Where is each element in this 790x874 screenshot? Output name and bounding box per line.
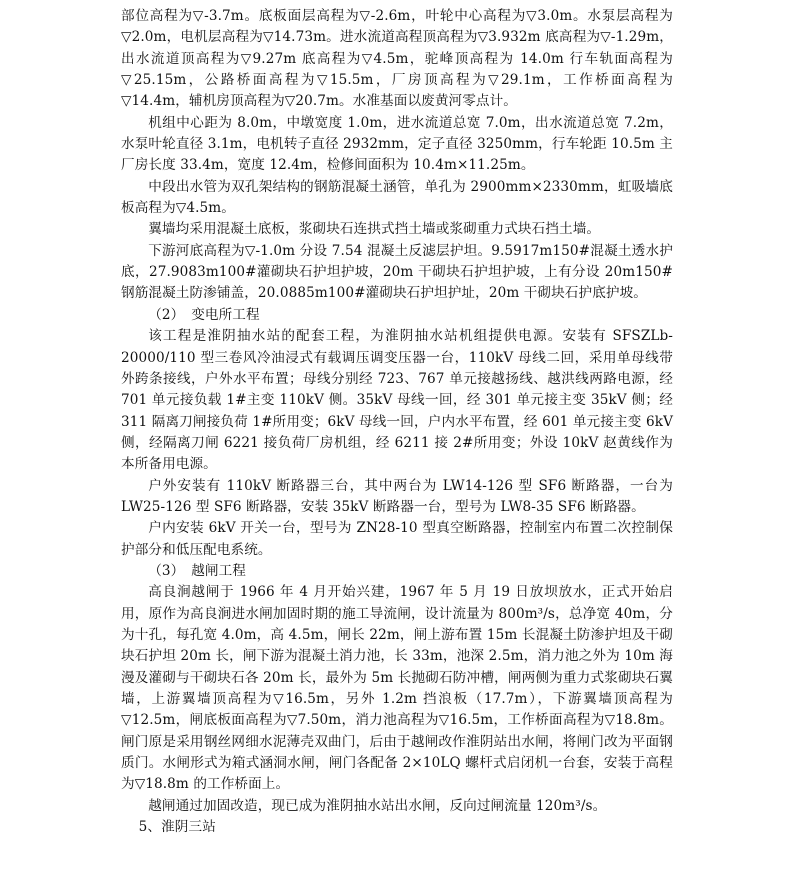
paragraph-elevations: 部位高程为▽-3.7m。底板面层高程为▽-2.6m，叶轮中心高程为▽3.0m。水泵层高程为▽2.0m，电机层高程为▽14.73m。进水流道高程顶高程为▽3.932m 底高程为▽-1.29m，出水流道顶高程为▽9.27m 底高程为▽4.5m，驼峰顶高程为 14.0m 行车轨面高程为▽25.15m，公路桥面高程为▽15.5m，厂房顶高程为▽29.1m，工作桥面高程为▽14.4m，辅机房顶高程为▽20.7m。水准基面以废黄河零点计。 [121, 8, 673, 110]
paragraph-wing-walls: 翼墙均采用混凝土底板，浆砌块石连拱式挡土墙或浆砌重力式块石挡土墙。 [148, 221, 601, 238]
paragraph-substation-overview: 该工程是淮阴抽水站的配套工程，为淮阴抽水站机组提供电源。安装有 SFSZLb-20000/110 型三卷风冷油浸式有载调压调变压器一台，110kV 母线二回，采用单母线带外跨条接线，户外水平布置；母线分别经 723、767 单元接越扬线、越洪线两路电源，经 701 单元接负载 1#主变 110kV 侧。35kV 母线一回，经 301 单元接主变 35kV 侧；经 311 隔离刀闸接负荷 1#所用变；6kV 母线一回，户内水平布置，经 601 单元接主变 6kV 侧，经隔离刀闸 6221 接负荷厂房机组，经 6211 接 2#所用变；外设 10kV 赵黄线作为本所备用电源。 [121, 328, 673, 473]
paragraph-outlet-pipe: 中段出水管为双孔架结构的钢筋混凝土涵管，单孔为 2900mm×2330mm，虹吸墙底板高程为▽4.5m。 [121, 178, 673, 217]
section-heading-substation: （2） 变电所工程 [148, 306, 260, 323]
section-heading-huaiyin-third-station: 5、淮阴三站 [138, 819, 216, 836]
document-body [121, 6, 673, 838]
paragraph-sluice-retrofit: 越闸通过加固改造，现已成为淮阴抽水站出水闸，反向过闸流量 120m³/s。 [148, 797, 607, 814]
paragraph-indoor-switchgear: 户内安装 6kV 开关一台，型号为 ZN28-10 型真空断路器，控制室内布置二次控制保护部分和低压配电系统。 [121, 520, 673, 558]
paragraph-sluice-history: 高良涧越闸于 1966 年 4 月开始兴建，1967 年 5 月 19 日放坝放水，正式开始启用，原作为高良涧进水闸加固时期的施工导流闸，设计流量为 800m³/s，总净宽 40m，分为十孔，每孔宽 4.0m，高 4.5m，闸长 22m，闸上游布置 15m 长混凝土防渗护坦及干砌块石护坦 20m 长，闸下游为混凝土消力池，长 33m，池深 2.5m，消力池之外为 10m 海漫及灌砌与干砌块石各 20m 长，最外为 5m 长抛砌石防冲槽，闸两侧为重力式浆砌块石翼墙，上游翼墙顶高程为▽16.5m，另外 1.2m 挡浪板（17.7m），下游翼墙顶高程为▽12.5m，闸底板面高程为▽7.50m，消力池高程为▽16.5m，工作桥面高程为▽18.8m。闸门原是采用钢丝网细水泥薄壳双曲门，后由于越闸改作淮阴站出水闸，将闸门改为平面钢质门。水闸形式为箱式涵洞水闸，闸门各配备 2×10LQ 螺杆式启闭机一台套，安装于高程为▽18.8m 的工作桥面上。 [121, 584, 673, 793]
paragraph-unit-dimensions: 机组中心距为 8.0m，中墩宽度 1.0m，进水流道总宽 7.0m，出水流道总宽 7.2m，水泵叶轮直径 3.1m，电机转子直径 2932mm，定子直径 3250mm，行车轮距 10.5m 主厂房长度 33.4m，宽度 12.4m，检修间面积为 10.4m×11.25m。 [121, 114, 673, 174]
section-heading-sluice: （3） 越闸工程 [148, 562, 246, 579]
paragraph-outdoor-breakers: 户外安装有 110kV 断路器三台，其中两台为 LW14-126 型 SF6 断路器，一台为 LW25-126 型 SF6 断路器，安装 35kV 断路器一台，型号为 LW8-35 SF6 断路器。 [121, 477, 673, 515]
paragraph-downstream-protection: 下游河底高程为▽-1.0m 分设 7.54 混凝土反滤层护坦。9.5917m150#混凝土透水护底，27.9083m100#灌砌块石护坦护坡，20m 干砌块石护坦护坡，上有分设 20m150#钢筋混凝土防渗铺盖，20.0885m100#灌砌块石护坦护址，20m 干砌块石护底护坡。 [121, 242, 673, 302]
